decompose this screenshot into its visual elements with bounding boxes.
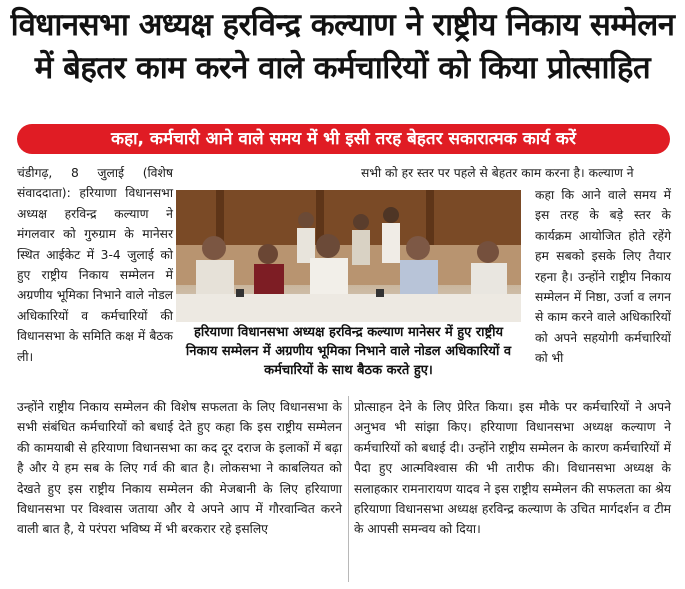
column-divider	[348, 396, 349, 582]
meeting-photo-illustration	[176, 190, 521, 322]
article-para-3: कहा कि आने वाले समय में इस तरह के बड़े स्तर के कार्यक्रम आयोजित होते रहेंगे हम सबको इसके लिए तैयार रहना है। उन्होंने राष्ट्रीय निकाय सम्मेलन में निष्ठा, उर्जा व लगन से काम करने वाले अधिकारियों को अपने सहयोगी कर्मचारियों को भी	[535, 188, 671, 366]
article-column-5	[354, 397, 671, 540]
article-column-3	[535, 185, 671, 369]
article-column-1	[17, 163, 173, 367]
meeting-photo	[176, 190, 521, 322]
article-column-4	[17, 397, 342, 540]
photo-caption: हरियाणा विधानसभा अध्यक्ष हरविन्द्र कल्याण मानेसर में हुए राष्ट्रीय निकाय सम्मेलन में अग्रणीय भूमिका निभाने वाले नोडल अधिकारियों व कर्मचारियों के साथ बैठक करते हुए।	[185, 325, 512, 378]
headline-line-2: में बेहतर काम करने वाले कर्मचारियों को किया प्रोत्साहित	[34, 50, 651, 86]
article-para-4: उन्होंने राष्ट्रीय निकाय सम्मेलन की विशेष सफलता के लिए विधानसभा के सभी संबंधित कर्मचारियों को बधाई देते हुए कहा कि इस राष्ट्रीय सम्मेलन की कामयाबी से हरियाणा विधानसभा का कद दूर दराज के इलाकों में बढ़ा है और ये हम सब के लिए गर्व की बात है। लोकसभा ने काबलियत को देखते हुए इस राष्ट्रीय निकाय सम्मेलन की मेजबानी के लिए हरियाणा विधानसभा पर विश्वास जताया और ये अपने आप में गौरवान्वित करने वाली बात है, ये परंपरा भविष्य में भी बरकरार रहे इसलिए	[17, 400, 342, 537]
headline-line-1: विधानसभा अध्यक्ष हरविन्द्र कल्याण ने राष्ट्रीय निकाय सम्मेलन	[10, 7, 675, 43]
subheadline-banner: कहा, कर्मचारी आने वाले समय में भी इसी तरह बेहतर सकारात्मक कार्य करें	[17, 124, 670, 154]
article-column-2-top	[361, 163, 671, 183]
article-para-2: सभी को हर स्तर पर पहले से बेहतर काम करना है। कल्याण ने	[361, 166, 634, 180]
article-para-1: चंडीगढ़, 8 जुलाई (विशेष संवाददाता): हरियाणा विधानसभा अध्यक्ष हरविन्द्र कल्याण ने मंगलवार को गुरुग्राम के मानेसर स्थित आईकेट में 3-4 जुलाई को हुए राष्ट्रीय निकाय सम्मेलन में अग्रणीय भूमिका निभाने वाले नोडल अधिकारियों व कर्मचारियों की विधानसभा के समिति कक्ष में बैठक ली।	[17, 166, 173, 364]
article-para-5: प्रोत्साहन देने के लिए प्रेरित किया। इस मौके पर कर्मचारियों ने अपने अनुभव भी सांझा किए। हरियाणा विधानसभा अध्यक्ष कल्याण ने कर्मचारियों को बधाई दी। उन्होंने राष्ट्रीय सम्मेलन के कारण कर्मचारियों में पैदा हुए आत्मविश्वास की भी तारीफ की। विधानसभा अध्यक्ष के सलाहकार रामनारायण यादव ने इस राष्ट्रीय सम्मेलन की सफलता का श्रेय हरियाणा विधानसभा अध्यक्ष हरविन्द्र कल्याण के उचित मार्गदर्शन व टीम के आपसी समन्वय को दिया।	[354, 400, 671, 537]
